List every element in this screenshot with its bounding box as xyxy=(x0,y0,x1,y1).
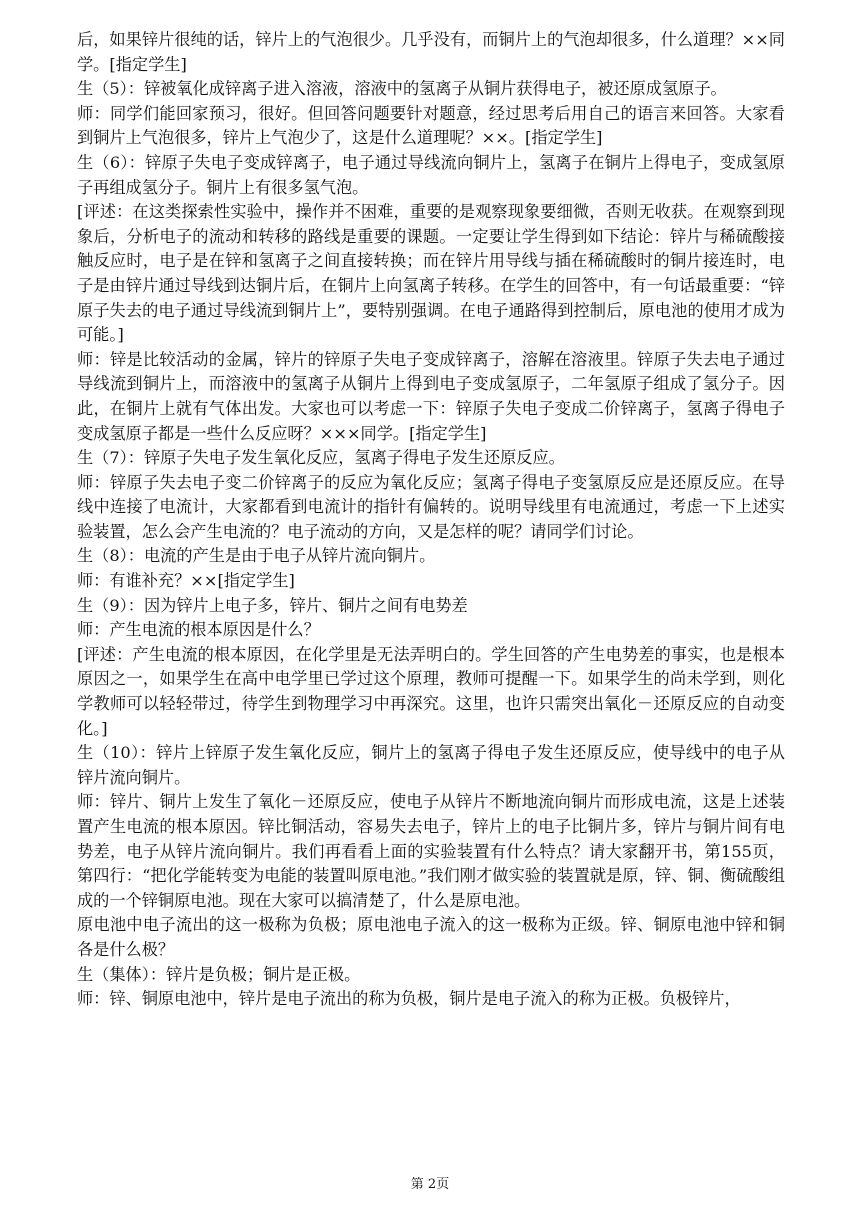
page-number: 第 2页 xyxy=(410,1177,450,1192)
document-body xyxy=(77,28,785,1012)
commentary-1: [评述：在这类探索性实验中，操作并不困难，重要的是观察现象要细微，否则无收获。在观察到现象后，分析电子的流动和转移的路线是重要的课题。一定要让学生得到如下结论：锌片与稀硫酸接触反应时，电子是在锌和氢离子之间直接转换；而在锌片用导线与插在稀硫酸时的铜片接连时，电子是由锌片通过导线到达铜片后，在铜片上向氢离子转移。在学生的回答中，有一句话最重要：“锌原子失去的电子通过导线流到铜片上”，要特别强调。在电子通路得到控制后，原电池的使用才成为可能。] xyxy=(77,202,785,345)
paragraph-15: 师：锌片、铜片上发生了氧化－还原反应，使电子从锌片不断地流向铜片而形成电流，这是上述装置产生电流的根本原因。锌比铜活动，容易失去电子，锌片上的电子比铜片多，锌片与铜片间有电势差，电子从锌片流向铜片。我们再看看上面的实验装置有什么特点？请大家翻开书，第155页，第四行：“把化学能转变为电能的装置叫原电池。”我们刚才做实验的装置就是原，锌、铜、衡硫酸组成的一个锌铜原电池。现在大家可以搞清楚了，什么是原电池。 xyxy=(77,792,785,910)
paragraph-3: 师：同学们能回家预习，很好。但回答问题要针对题意，经过思考后用自己的语言来回答。大家看到铜片上气泡很多，锌片上气泡少了，这是什么道理呢？××。[指定学生] xyxy=(77,103,785,148)
paragraph-8: 师：锌原子失去电子变二价锌离子的反应为氧化反应；氢离子得电子变氢原反应是还原反应。在导线中连接了电流计，大家都看到电流计的指针有偏转的。说明导线里有电流通过，考虑一下上述实验装置，怎么会产生电流的？电子流动的方向，又是怎样的呢？请同学们讨论。 xyxy=(77,472,785,541)
paragraph-10: 师：有谁补充？××[指定学生] xyxy=(77,571,295,591)
paragraph-18: 师：锌、铜原电池中，锌片是电子流出的称为负极，铜片是电子流入的称为正极。负极锌片， xyxy=(77,989,741,1009)
paragraph-16: 原电池中电子流出的这一极称为负极；原电池电子流入的这一极称为正级。锌、铜原电池中锌和铜各是什么极？ xyxy=(77,915,785,959)
paragraph-1: 后，如果锌片很纯的话，锌片上的气泡很少。几乎没有，而铜片上的气泡却很多，什么道理？××同学。[指定学生] xyxy=(77,30,785,74)
paragraph-7: 生（7）：锌原子失电子发生氧化反应，氢离子得电子发生还原反应。 xyxy=(77,448,565,468)
paragraph-11: 生（9）：因为锌片上电子多，锌片、铜片之间有电势差 xyxy=(77,595,468,615)
paragraph-6: 师：锌是比较活动的金属，锌片的锌原子失电子变成锌离子，溶解在溶液里。锌原子失去电子通过导线流到铜片上，而溶液中的氢离子从铜片上得到电子变成氢原子，二年氢原子组成了氢分子。因此，在铜片上就有气体出发。大家也可以考虑一下：锌原子失电子变成二价锌离子，氢离子得电子变成氢原子都是一些什么反应呀？×××同学。[指定学生] xyxy=(77,349,785,443)
paragraph-4: 生（6）：锌原子失电子变成锌离子，电子通过导线流向铜片上，氢离子在铜片上得电子，变成氢原子再组成氢分子。铜片上有很多氢气泡。 xyxy=(77,152,785,197)
paragraph-2: 生（5）：锌被氧化成锌离子进入溶液，溶液中的氢离子从铜片获得电子，被还原成氢原子。 xyxy=(77,79,727,99)
paragraph-17: 生（集体）：锌片是负极；铜片是正极。 xyxy=(77,964,361,984)
paragraph-14: 生（10）：锌片上锌原子发生氧化反应，铜片上的氢离子得电子发生还原反应，使导线中的电子从锌片流向铜片。 xyxy=(77,743,785,787)
commentary-2: [评述：产生电流的根本原因，在化学里是无法弄明白的。学生回答的产生电势差的事实，也是根本原因之一，如果学生在高中电学里已学过这个原理，教师可提醒一下。如果学生的尚未学到，则化学教师可以轻轻带过，待学生到物理学习中再深究。这里，也许只需突出氧化－还原反应的自动变化。] xyxy=(77,644,785,738)
paragraph-12: 师：产生电流的根本原因是什么？ xyxy=(77,620,320,640)
paragraph-9: 生（8）：电流的产生是由于电子从锌片流向铜片。 xyxy=(77,546,436,566)
